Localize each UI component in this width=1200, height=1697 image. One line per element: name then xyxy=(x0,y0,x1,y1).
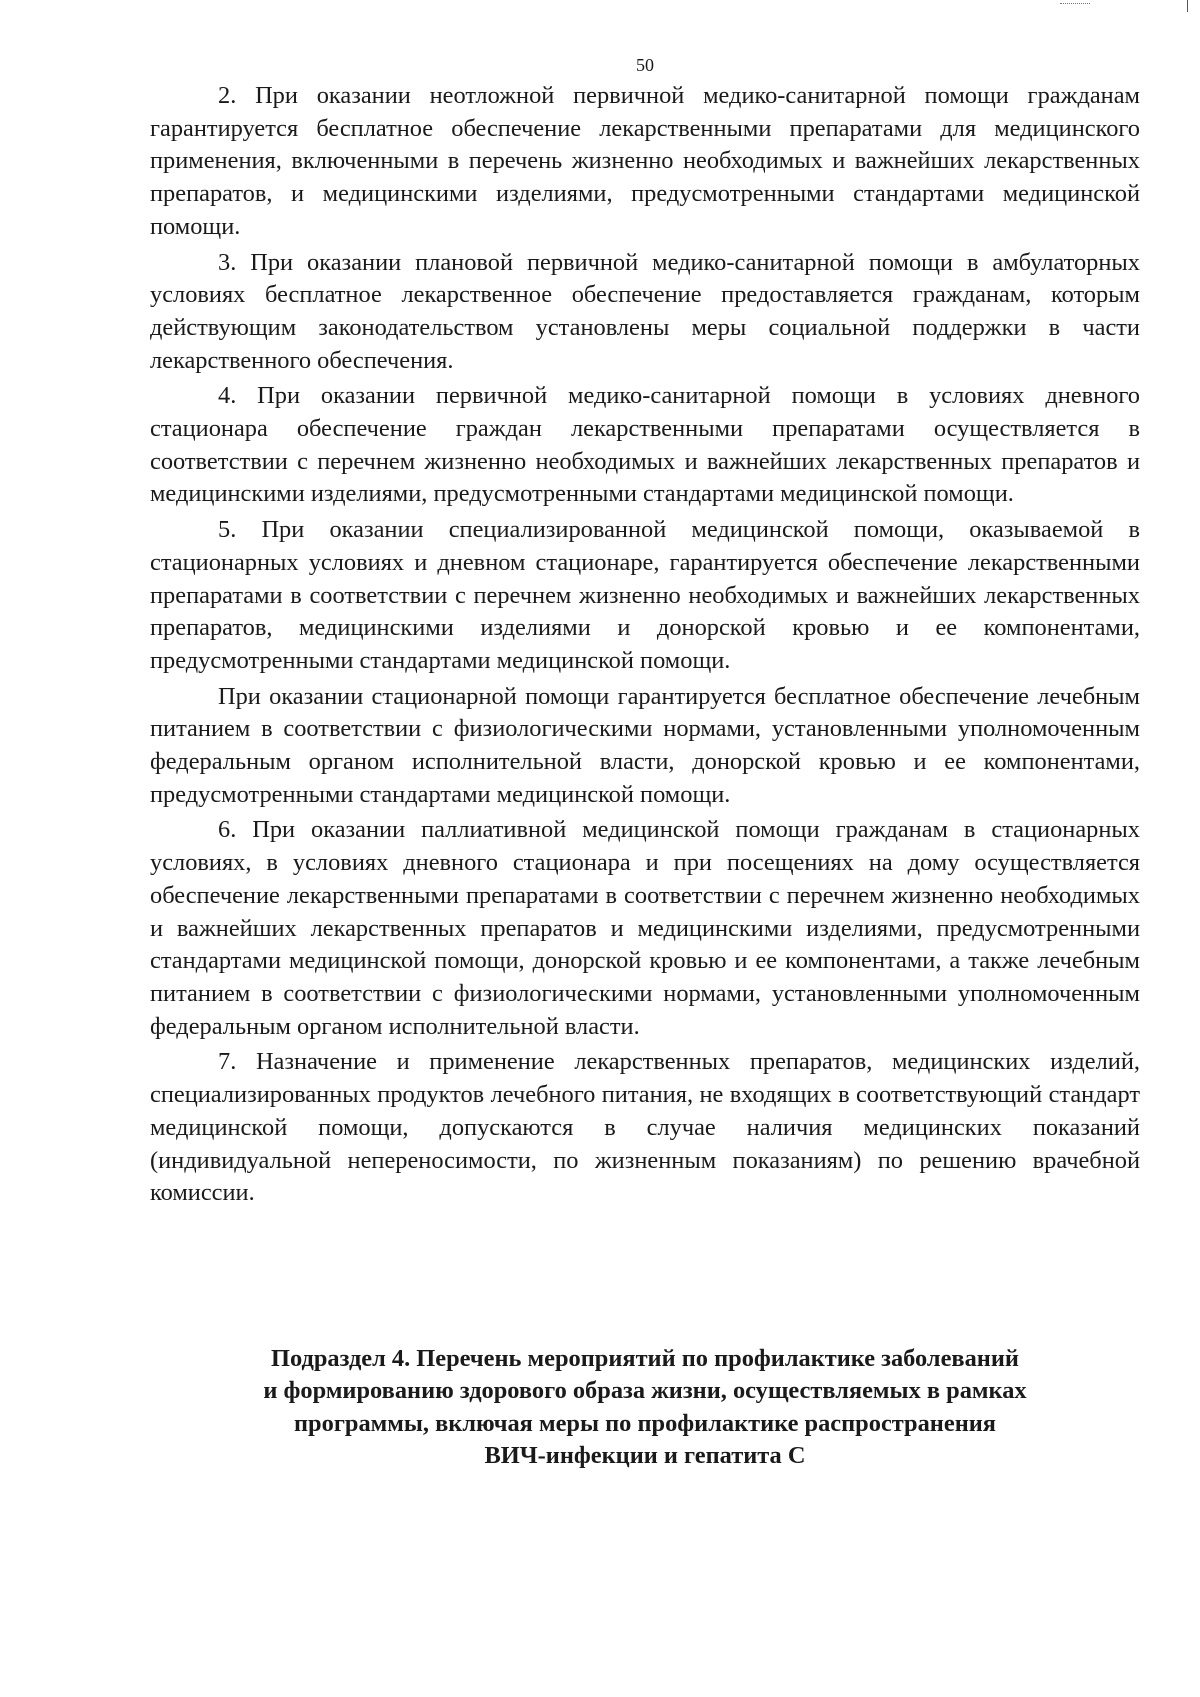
paragraph-item-4: 4. При оказании первичной медико-санитарной помощи в условиях дневного стационара обеспечение граждан лекарственными препаратами осуществляется в соответствии с перечнем жизненно необходимых и важнейших лекарственных препаратов и медицинскими изделиями, предусмотренными стандартами медицинской помощи. xyxy=(150,382,1140,508)
paragraph-item-2: 2. При оказании неотложной первичной медико-санитарной помощи гражданам гарантируется бесплатное обеспечение лекарственными препаратами для медицинского применения, включенными в перечень жизненно необходимых и важнейших лекарственных препаратов, и медицинскими изделиями, предусмотренными стандартами медицинской помощи. xyxy=(150,82,1140,240)
paragraph-item-3: 3. При оказании плановой первичной медико-санитарной помощи в амбулаторных условиях бесплатное лекарственное обеспечение предоставляется гражданам, которым действующим законодательством установлены меры социальной поддержки в части лекарственного обеспечения. xyxy=(150,248,1140,374)
paragraph-item-6: 6. При оказании паллиативной медицинской помощи гражданам в стационарных условиях, в условиях дневного стационара и при посещениях на дому осуществляется обеспечение лекарственными препаратами в соответствии с перечнем жизненно необходимых и важнейших лекарственных препаратов и медицинскими изделиями, предусмотренными стандартами медицинской помощи, донорской кровью и ее компонентами, а также лечебным питанием в соответствии с физиологическими нормами, установленными уполномоченным федеральным органом исполнительной власти. xyxy=(150,816,1140,1040)
section-heading xyxy=(150,1343,1140,1473)
section-heading-line-3: программы, включая меры по профилактике распространения xyxy=(294,1409,996,1437)
paragraph-item-5: 5. При оказании специализированной медицинской помощи, оказываемой в стационарных условиях и дневном стационаре, гарантируется обеспечение лекарственными препаратами в соответствии с перечнем жизненно необходимых и важнейших лекарственных препаратов, медицинскими изделиями и донорской кровью и ее компонентами, предусмотренными стандартами медицинской помощи. xyxy=(150,516,1140,674)
document-body xyxy=(150,80,1140,1210)
paragraph-inpatient-nutrition: При оказании стационарной помощи гарантируется бесплатное обеспечение лечебным питанием в соответствии с физиологическими нормами, установленными уполномоченным федеральным органом исполнительной власти, донорской кровью и ее компонентами, предусмотренными стандартами медицинской помощи. xyxy=(150,682,1140,808)
page-number: 50 xyxy=(636,55,654,75)
paragraph-item-7: 7. Назначение и применение лекарственных препаратов, медицинских изделий, специализированных продуктов лечебного питания, не входящих в соответствующий стандарт медицинской помощи, допускаются в случае наличия медицинских показаний (индивидуальной непереносимости, по жизненным показаниям) по решению врачебной комиссии. xyxy=(150,1048,1140,1207)
section-heading-line-2: и формированию здорового образа жизни, осуществляемых в рамках xyxy=(263,1377,1027,1405)
section-heading-line-4: ВИЧ-инфекции и гепатита С xyxy=(484,1442,806,1470)
section-heading-line-1: Подраздел 4. Перечень мероприятий по профилактике заболеваний xyxy=(271,1345,1019,1372)
scan-edge-mark xyxy=(1060,0,1090,4)
scan-edge-line xyxy=(1187,0,1188,12)
